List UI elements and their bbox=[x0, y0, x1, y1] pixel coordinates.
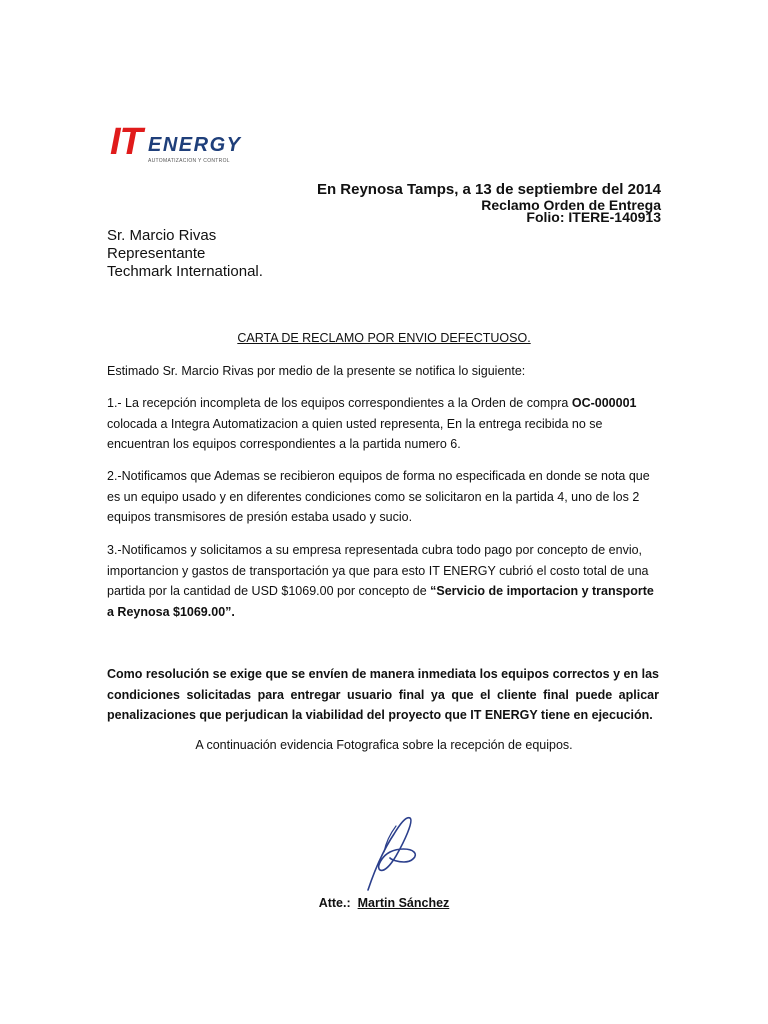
logo-tagline: AUTOMATIZACION Y CONTROL bbox=[148, 158, 230, 164]
recipient-role: Representante bbox=[107, 245, 206, 262]
point-3-text-a: 3.-Notificamos y solicitamos a su empresa representada cubra todo pago por concepto de envio, importancion y gastos de transportación ya que para esto IT ENERGY cubrió el costo total de una partida por la cantidad de USD $1069.00 por concepto de bbox=[107, 543, 649, 598]
signer-name: Martin Sánchez bbox=[357, 896, 450, 910]
recipient-company: Techmark International. bbox=[107, 263, 263, 280]
logo-it-text: IT bbox=[110, 121, 142, 163]
greeting: Estimado Sr. Marcio Rivas por medio de la presente se notifica lo siguiente: bbox=[107, 364, 526, 378]
handwritten-signature bbox=[360, 812, 430, 894]
evidence-line: A continuación evidencia Fotografica sobre la recepción de equipos. bbox=[195, 738, 573, 752]
logo-energy-text: ENERGY bbox=[148, 134, 242, 156]
point-1 bbox=[107, 393, 659, 455]
recipient-name: Sr. Marcio Rivas bbox=[107, 227, 217, 244]
point-3 bbox=[107, 540, 659, 622]
closing-label: Atte.: bbox=[318, 896, 351, 910]
folio-line: Folio: ITERE-140913 bbox=[526, 209, 661, 225]
point-1-text-b: colocada a Integra Automatizacion a quien usted representa, En la entrega recibida no se encuentran los equipos correspondientes a la partida numero 6. bbox=[107, 416, 603, 451]
reference-line: Reclamo Orden de Entrega bbox=[481, 197, 661, 213]
purchase-order-number: OC-000001 bbox=[571, 396, 637, 410]
resolution-paragraph: Como resolución se exige que se envíen de manera inmediata los equipos correctos y en las condiciones solicitadas para entregar usuario final ya que el cliente final puede aplicar penalizaciones que perjudican la viabilidad del proyecto que IT ENERGY tiene en ejecución. bbox=[107, 667, 659, 722]
date-line: En Reynosa Tamps, a 13 de septiembre del 2014 bbox=[316, 181, 661, 198]
point-2: 2.-Notificamos que Ademas se recibieron equipos de forma no especificada en donde se nota que es un equipo usado y en diferentes condiciones como se solicitaron en la partida 4, uno de los 2 equipos transmisores de presión estaba usado y sucio. bbox=[107, 469, 650, 524]
letter-subject: CARTA DE RECLAMO POR ENVIO DEFECTUOSO. bbox=[237, 331, 531, 345]
point-3-service-amount: “Servicio de importacion y transporte a Reynosa $1069.00”. bbox=[107, 584, 654, 619]
point-1-text-a: 1.- La recepción incompleta de los equipos correspondientes a la Orden de compra bbox=[107, 396, 572, 410]
company-logo bbox=[110, 121, 280, 172]
closing bbox=[0, 896, 768, 910]
